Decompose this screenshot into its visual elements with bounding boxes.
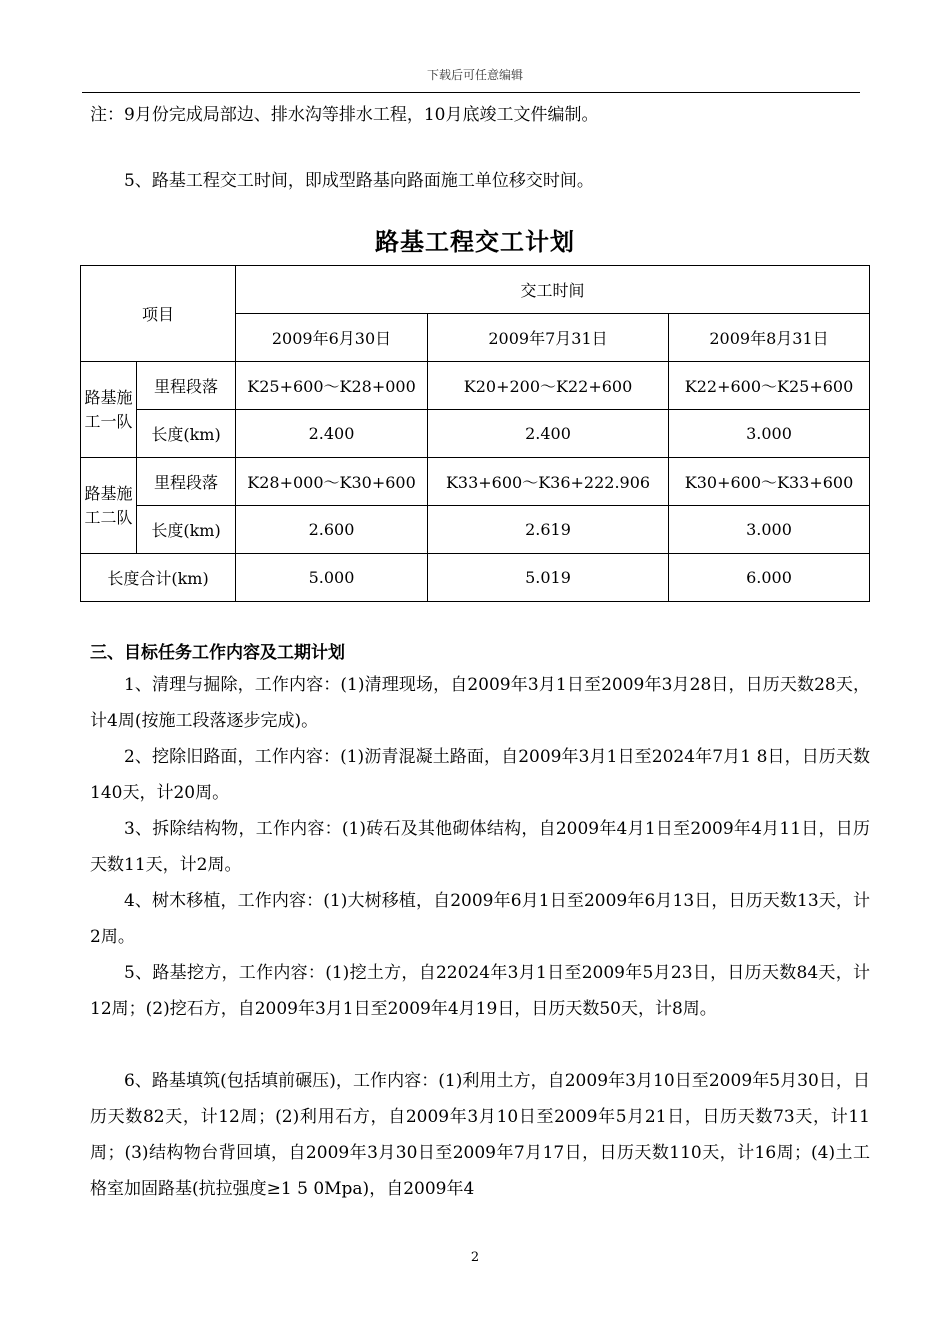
row-label-cell: 长度(km) [137, 506, 236, 554]
handover-plan-table [80, 265, 870, 602]
segment-cell: K30+600～K33+600 [669, 458, 870, 506]
segment-cell: K28+000～K30+600 [236, 458, 428, 506]
note-text: 注：9月份完成局部边、排水沟等排水工程，10月底竣工文件编制。 [90, 105, 599, 125]
row-label-cell: 长度(km) [137, 410, 236, 458]
total-cell: 5.019 [428, 554, 669, 602]
page-header: 下载后可任意编辑 [426, 68, 523, 82]
section-heading: 三、目标任务工作内容及工期计划 [90, 643, 345, 663]
segment-cell: K20+200～K22+600 [428, 362, 669, 410]
total-label-cell: 长度合计(km) [81, 554, 236, 602]
total-cell: 5.000 [236, 554, 428, 602]
table-header-row [81, 266, 870, 314]
page-number: 2 [470, 1250, 480, 1265]
segment-cell: K33+600～K36+222.906 [428, 458, 669, 506]
item-5-text: 5、路基工程交工时间，即成型路基向路面施工单位移交时间。 [124, 171, 594, 191]
length-cell: 2.400 [236, 410, 428, 458]
length-cell: 3.000 [669, 410, 870, 458]
project-header: 项目 [81, 266, 236, 362]
row-label-cell: 里程段落 [137, 362, 236, 410]
length-cell: 2.600 [236, 506, 428, 554]
segment-cell: K25+600～K28+000 [236, 362, 428, 410]
task-paragraph-6: 6、路基填筑(包括填前碾压)，工作内容：(1)利用土方，自2009年3月10日至2009年5月30日，日历天数82天，计12周；(2)利用石方，自2009年3月10日至2009年5月21日，日历天数73天，计11周；(3)结构物台背回填，自2009年3月30日至2009年7月17日，日历天数110天，计16周；(4)土工格室加固路基(抗拉强度≥1 5 0Mpa)，自2009年4 [90, 1071, 870, 1199]
table-row [81, 362, 870, 410]
table-row [81, 506, 870, 554]
length-cell: 2.400 [428, 410, 669, 458]
date-cell: 2009年7月31日 [428, 314, 669, 362]
total-cell: 6.000 [669, 554, 870, 602]
total-row [81, 554, 870, 602]
row-label-cell: 里程段落 [137, 458, 236, 506]
date-cell: 2009年6月30日 [236, 314, 428, 362]
team-name-cell: 路基施工二队 [81, 458, 137, 554]
header-divider [82, 92, 860, 93]
task-paragraph-4: 4、树木移植，工作内容：(1)大树移植，自2009年6月1日至2009年6月13日，日历天数13天，计2周。 [90, 891, 870, 947]
task-paragraph-1: 1、清理与掘除，工作内容：(1)清理现场，自2009年3月1日至2009年3月28日，日历天数28天，计4周(按施工段落逐步完成)。 [90, 675, 870, 731]
table-row [81, 458, 870, 506]
task-paragraph-5: 5、路基挖方，工作内容：(1)挖土方，自22024年3月1日至2009年5月23日，日历天数84天，计12周；(2)挖石方，自2009年3月1日至2009年4月19日，日历天数50天，计8周。 [90, 963, 870, 1019]
team-name-cell: 路基施工一队 [81, 362, 137, 458]
length-cell: 2.619 [428, 506, 669, 554]
date-cell: 2009年8月31日 [669, 314, 870, 362]
task-paragraph-2: 2、挖除旧路面，工作内容：(1)沥青混凝土路面，自2009年3月1日至2024年7月1 8日，日历天数140天，计20周。 [90, 747, 870, 803]
table-row [81, 410, 870, 458]
task-paragraph-3: 3、拆除结构物，工作内容：(1)砖石及其他砌体结构，自2009年4月1日至2009年4月11日，日历天数11天，计2周。 [90, 819, 870, 875]
table-title: 路基工程交工计划 [375, 227, 575, 256]
length-cell: 3.000 [669, 506, 870, 554]
handover-time-header: 交工时间 [236, 266, 870, 314]
segment-cell: K22+600～K25+600 [669, 362, 870, 410]
